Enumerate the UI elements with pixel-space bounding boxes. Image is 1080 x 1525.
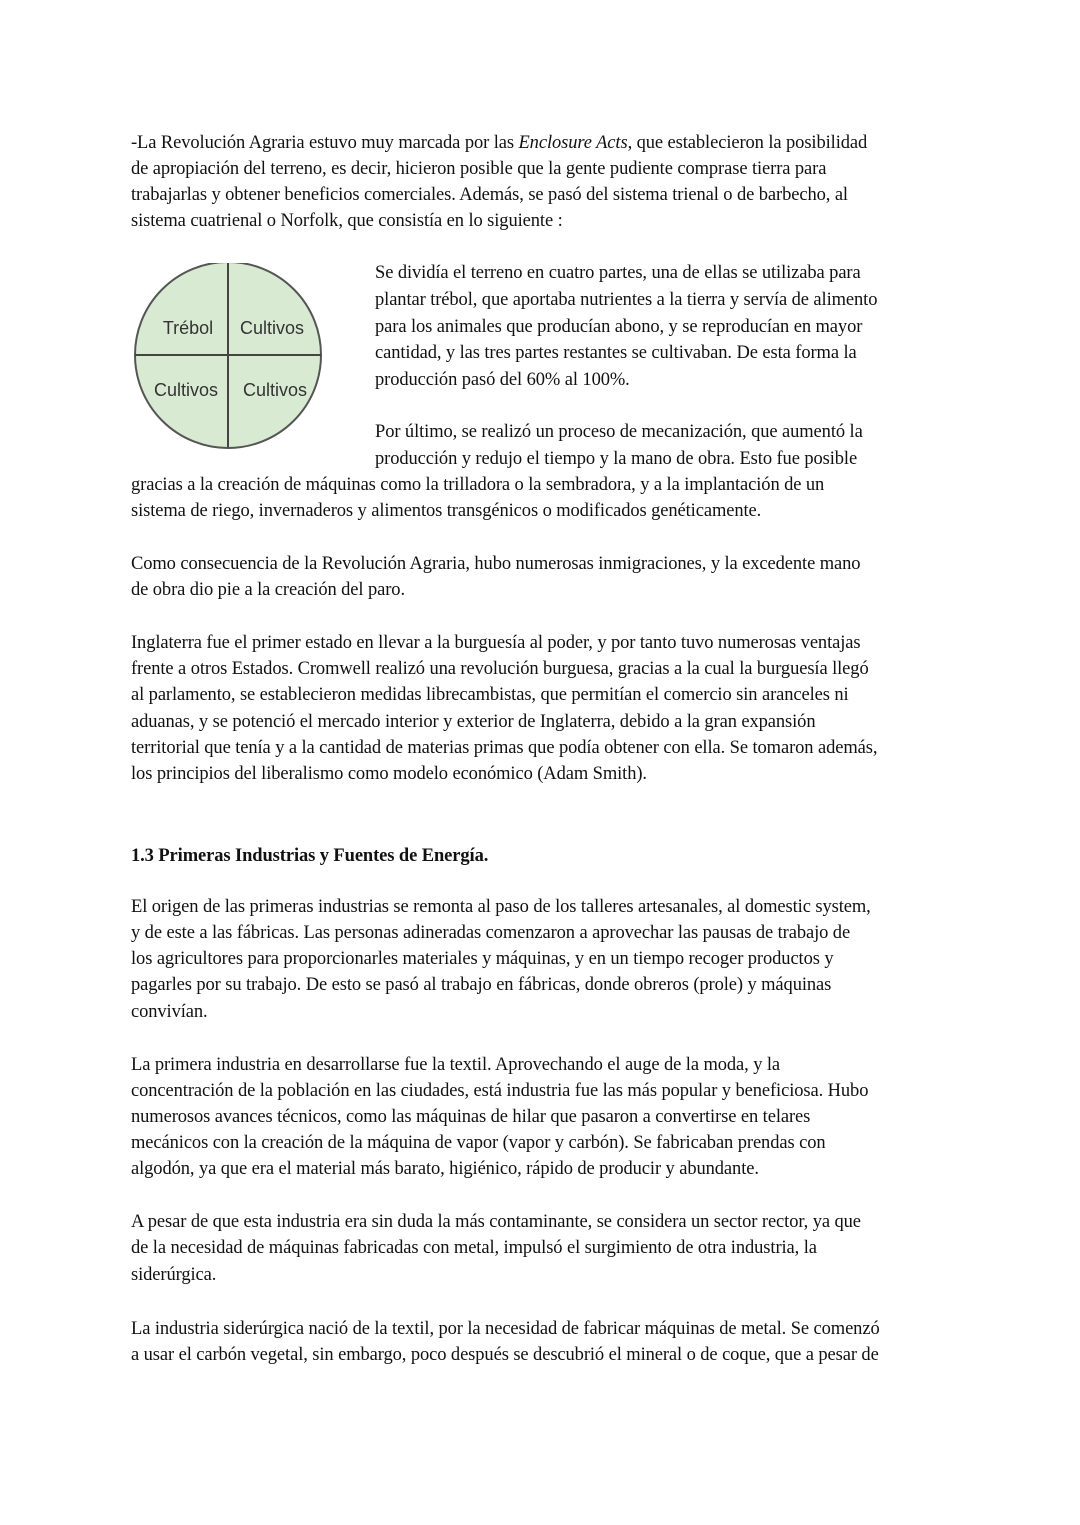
origin-line: pagarles por su trabajo. De esto se pasó al trabajo en fábricas, donde obreros (prole) y máquinas: [131, 975, 832, 995]
norfolk-line: cantidad, y las tres partes restantes se cultivaban. De esta forma la: [375, 343, 857, 363]
norfolk-line: plantar trébol, que aportaba nutrientes a la tierra y servía de alimento: [375, 290, 878, 310]
steel-line: a usar el carbón vegetal, sin embargo, poco después se descubrió el mineral o de coque, que a pesar de: [131, 1345, 879, 1365]
norfolk-rotation-diagram: [132, 263, 326, 449]
norfolk-line: para los animales que producían abono, y se reproducían en mayor: [375, 317, 863, 337]
england-line: Inglaterra fue el primer estado en llevar a la burguesía al poder, y por tanto tuvo numerosas ventajas: [131, 633, 861, 653]
mechanization-line: Por último, se realizó un proceso de mecanización, que aumentó la: [375, 422, 863, 442]
consequence-line: Como consecuencia de la Revolución Agraria, hubo numerosas inmigraciones, y la excedente mano: [131, 554, 861, 574]
text: -La Revolución Agraria estuvo muy marcada por las: [131, 133, 519, 153]
mechanization-line: gracias a la creación de máquinas como la trilladora o la sembradora, y a la implantación de un: [131, 475, 825, 495]
enclosure-acts-term: Enclosure Acts: [518, 133, 628, 153]
textile-line: La primera industria en desarrollarse fue la textil. Aprovechando el auge de la moda, y la: [131, 1055, 781, 1075]
england-line: los principios del liberalismo como modelo económico (Adam Smith).: [131, 764, 647, 784]
section-heading: 1.3 Primeras Industrias y Fuentes de Energía.: [131, 846, 489, 866]
intro-line: sistema cuatrienal o Norfolk, que consistía en lo siguiente :: [131, 211, 563, 231]
rector-line: A pesar de que esta industria era sin duda la más contaminante, se considera un sector rector, ya que: [131, 1212, 861, 1232]
intro-line: de apropiación del terreno, es decir, hicieron posible que la gente pudiente comprase tierra para: [131, 159, 827, 179]
rector-line: de la necesidad de máquinas fabricadas con metal, impulsó el surgimiento de otra industria, la: [131, 1238, 817, 1258]
england-line: aduanas, y se potenció el mercado interior y exterior de Inglaterra, debido a la gran expansión: [131, 712, 816, 732]
england-line: territorial que tenía y a la cantidad de materias primas que podía obtener con ella. Se tomaron además,: [131, 738, 878, 758]
norfolk-line: Se dividía el terreno en cuatro partes, una de ellas se utilizaba para: [375, 263, 861, 283]
norfolk-line: producción pasó del 60% al 100%.: [375, 370, 630, 390]
textile-line: algodón, ya que era el material más barato, higiénico, rápido de producir y abundante.: [131, 1159, 759, 1179]
origin-line: convivían.: [131, 1002, 208, 1022]
origin-line: y de este a las fábricas. Las personas adineradas comenzaron a aprovechar las pausas de trabajo de: [131, 923, 851, 943]
diagram-label-trebol: Trébol: [162, 318, 214, 338]
origin-line: El origen de las primeras industrias se remonta al paso de los talleres artesanales, al domestic system,: [131, 897, 871, 917]
diagram-label-cultivos: Cultivos: [242, 380, 308, 400]
england-line: frente a otros Estados. Cromwell realizó una revolución burguesa, gracias a la cual la burguesía llegó: [131, 659, 869, 679]
intro-line: trabajarlas y obtener beneficios comerciales. Además, se pasó del sistema trienal o de barbecho, al: [131, 185, 848, 205]
textile-line: concentración de la población en las ciudades, está industria fue las más popular y beneficiosa. Hubo: [131, 1081, 869, 1101]
intro-line-0: [131, 132, 867, 154]
consequence-line: de obra dio pie a la creación del paro.: [131, 580, 405, 600]
mechanization-line: sistema de riego, invernaderos y alimentos transgénicos o modificados genéticamente.: [131, 501, 762, 521]
diagram-label-cultivos: Cultivos: [239, 318, 305, 338]
textile-line: mecánicos con la creación de la máquina de vapor (vapor y carbón). Se fabricaban prendas con: [131, 1133, 826, 1153]
origin-line: los agricultores para proporcionarles materiales y máquinas, y en un tiempo recoger productos y: [131, 949, 834, 969]
text: , que establecieron la posibilidad: [627, 133, 868, 153]
diagram-label-cultivos: Cultivos: [153, 380, 219, 400]
england-line: al parlamento, se establecieron medidas librecambistas, que permitían el comercio sin aranceles ni: [131, 685, 849, 705]
rector-line: siderúrgica.: [131, 1265, 217, 1285]
mechanization-line: producción y redujo el tiempo y la mano de obra. Esto fue posible: [375, 449, 858, 469]
steel-line: La industria siderúrgica nació de la textil, por la necesidad de fabricar máquinas de metal. Se comenzó: [131, 1319, 880, 1339]
textile-line: numerosos avances técnicos, como las máquinas de hilar que pasaron a convertirse en telares: [131, 1107, 811, 1127]
